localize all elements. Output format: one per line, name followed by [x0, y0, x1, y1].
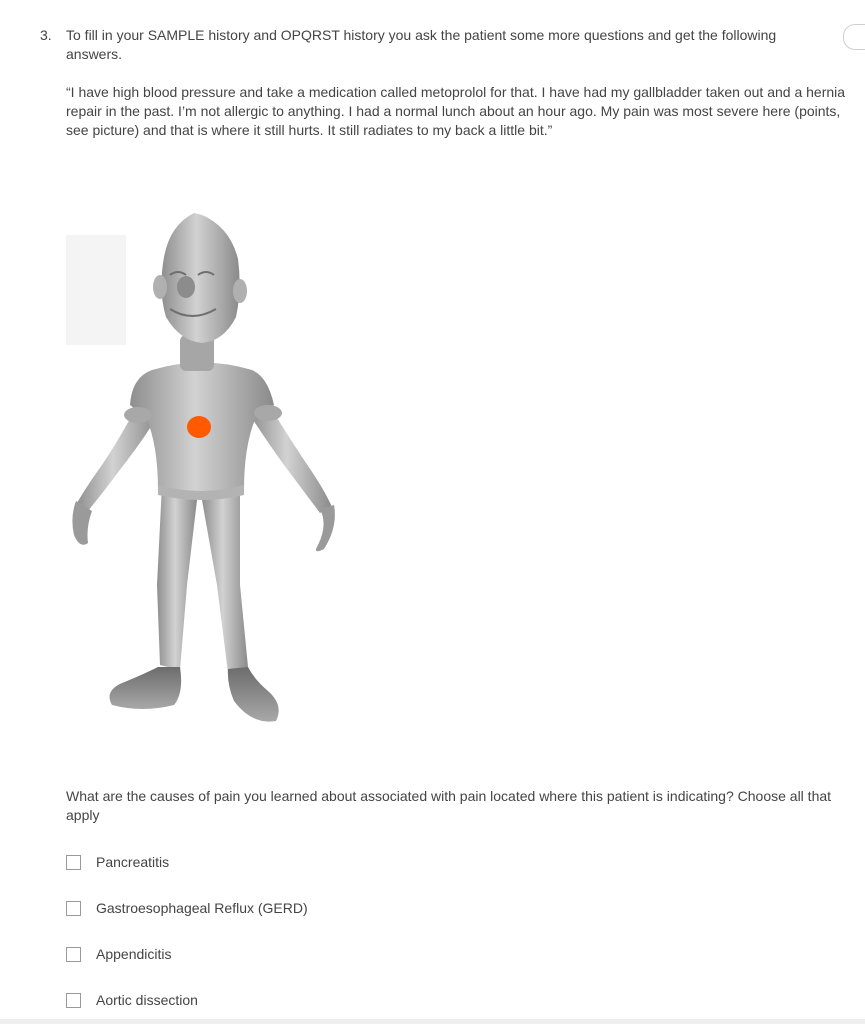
option-pancreatitis[interactable]: [66, 852, 169, 872]
option-gerd[interactable]: [66, 898, 308, 918]
right-hand: [316, 505, 335, 551]
head: [161, 213, 239, 343]
bottom-divider: [0, 1019, 865, 1024]
question-text: What are the causes of pain you learned about associated with pain located where this patient is indicating? Choose all that apply: [66, 788, 832, 823]
option-label: Gastroesophageal Reflux (GERD): [96, 899, 308, 916]
checkbox[interactable]: [66, 901, 81, 916]
left-shoe: [110, 667, 182, 709]
left-sleeve: [124, 407, 152, 423]
left-ear: [153, 275, 167, 299]
option-label: Pancreatitis: [96, 853, 170, 870]
right-leg: [202, 485, 248, 673]
background-smudge: [66, 235, 126, 345]
option-appendicitis[interactable]: [66, 944, 172, 964]
corner-control[interactable]: [843, 24, 865, 50]
right-shoe: [228, 667, 279, 722]
option-aortic-dissection[interactable]: [66, 990, 198, 1010]
question-number: 3.: [40, 27, 52, 43]
pain-location-marker: [187, 416, 211, 438]
right-ear: [233, 279, 247, 303]
option-label: Aortic dissection: [96, 991, 198, 1008]
patient-figure: [62, 205, 362, 735]
nose: [177, 276, 195, 298]
checkbox[interactable]: [66, 855, 81, 870]
checkbox[interactable]: [66, 947, 81, 962]
figure-svg: [62, 205, 362, 735]
right-sleeve: [254, 405, 282, 421]
patient-quote: “I have high blood pressure and take a medication called metoprolol for that. I have had my gallbladder taken out and a hernia repair in the past. I’m not allergic to anything. I had a normal lunch about an hour ago. My pain was most severe here (points, see picture) and that is where it still hurts. It still radiates to my back a little bit.”: [66, 84, 846, 138]
checkbox[interactable]: [66, 993, 81, 1008]
left-leg: [157, 485, 197, 670]
option-label: Appendicitis: [96, 945, 172, 962]
question-prompt: To fill in your SAMPLE history and OPQRST history you ask the patient some more questions and get the following answers.: [66, 27, 777, 62]
